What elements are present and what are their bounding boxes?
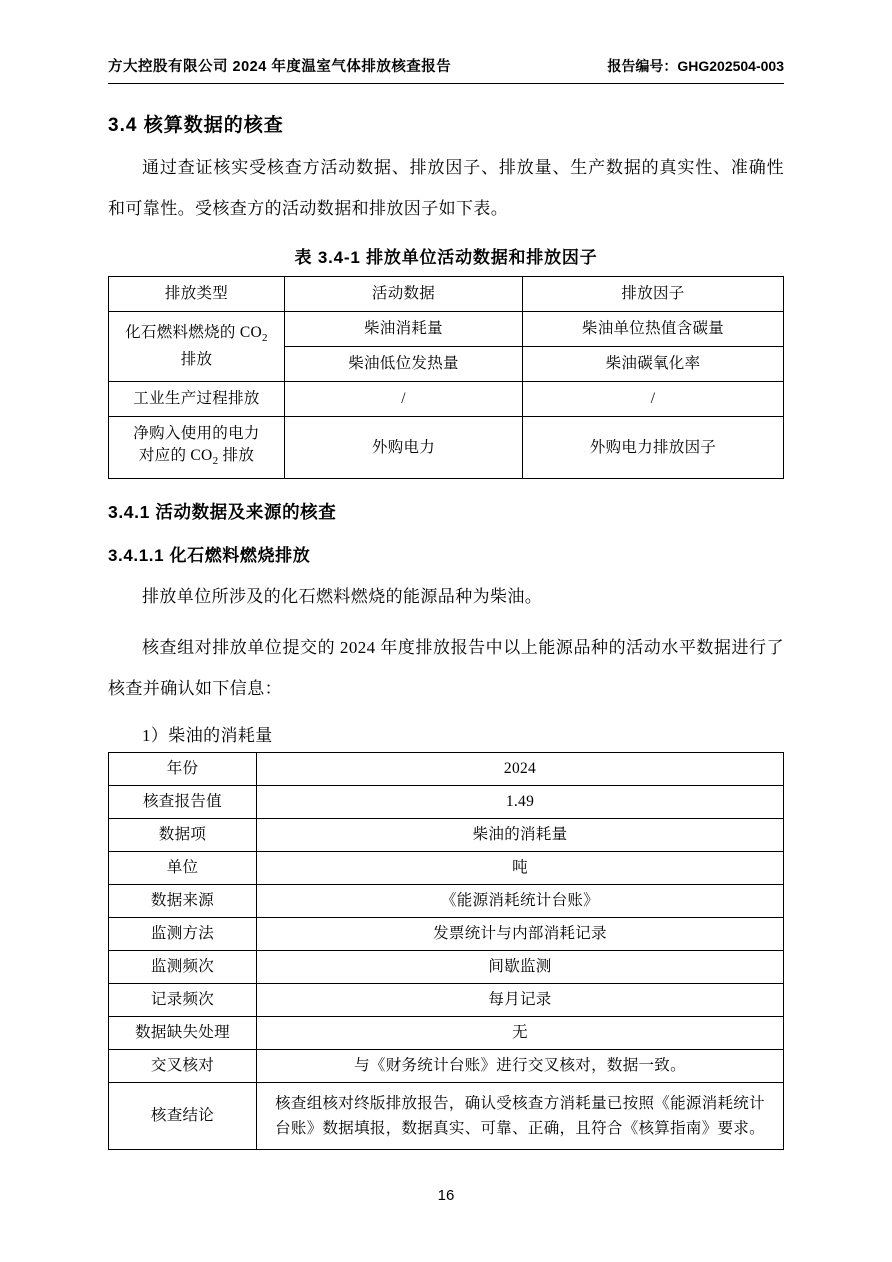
row-value: 发票统计与内部消耗记录 [257,918,784,951]
emission-type-subscript: 2 [262,332,268,345]
table-row [109,1050,784,1083]
row-label: 数据项 [109,819,257,852]
table-cell: 外购电力 [285,417,523,479]
row-label: 数据来源 [109,885,257,918]
header-report-number: 报告编号：GHG202504-003 [607,58,784,74]
table-row [109,753,784,786]
row-value: 吨 [257,852,784,885]
diesel-consumption-table [108,752,784,1150]
section-3-4-1-1-paragraph-1: 排放单位所涉及的化石燃料燃烧的能源品种为柴油。 [142,587,543,607]
table-row [109,918,784,951]
table-row [109,312,784,347]
header-title: 方大控股有限公司 2024 年度温室气体排放核查报告 [108,59,452,75]
section-3-4-1-1-paragraph-2: 核查组对排放单位提交的 2024 年度排放报告中以上能源品种的活动水平数据进行了核查并确认如下信息： [108,638,784,699]
table-row [109,984,784,1017]
row-value: 1.49 [257,786,784,819]
table-row [109,1083,784,1150]
emission-type-line2: 对应的 CO [138,447,213,464]
emission-type-subscript: 2 [212,455,219,468]
table-row [109,951,784,984]
table-cell: 柴油低位发热量 [285,347,523,382]
row-label: 交叉核对 [109,1050,257,1083]
table-header-cell: 活动数据 [285,277,523,312]
table-3-4-1-caption: 表 3.4-1 排放单位活动数据和排放因子 [294,248,598,267]
row-value: 与《财务统计台账》进行交叉核对，数据一致。 [257,1050,784,1083]
section-3-4-paragraph: 通过查证核实受核查方活动数据、排放因子、排放量、生产数据的真实性、准确性和可靠性。受核查方的活动数据和排放因子如下表。 [108,158,784,218]
table-row [109,885,784,918]
table-header-cell: 排放因子 [523,277,784,312]
row-value: 《能源消耗统计台账》 [257,885,784,918]
section-heading-3-4-1: 3.4.1 活动数据及来源的核查 [108,502,337,523]
row-label: 监测频次 [109,951,257,984]
table-header-cell: 排放类型 [109,277,285,312]
emission-type-fossil [109,312,285,382]
emission-type-line1: 净购入使用的电力 [133,425,260,442]
row-label: 年份 [109,753,257,786]
section-heading-3-4: 3.4 核算数据的核查 [108,115,284,136]
table-row [109,417,784,479]
table-cell: 柴油单位热值含碳量 [523,312,784,347]
section-heading-3-4-1-1: 3.4.1.1 化石燃料燃烧排放 [108,546,311,566]
row-value: 柴油的消耗量 [257,819,784,852]
table-row [109,277,784,312]
row-value-conclusion: 核查组核对终版排放报告，确认受核查方消耗量已按照《能源消耗统计台账》数据填报，数据真实、可靠、正确，且符合《核算指南》要求。 [257,1083,784,1150]
emission-type-line2-suffix: 排放 [218,447,255,464]
page-number: 16 [437,1187,455,1204]
table-cell: / [285,382,523,417]
row-label: 核查报告值 [109,786,257,819]
row-value: 间歇监测 [257,951,784,984]
row-value: 无 [257,1017,784,1050]
row-value: 每月记录 [257,984,784,1017]
table-cell: 柴油碳氧化率 [523,347,784,382]
emission-type-suffix: 排放 [180,351,213,369]
table-row [109,1017,784,1050]
table-3-4-1 [108,276,784,479]
table-cell: / [523,382,784,417]
emission-type-process: 工业生产过程排放 [109,382,285,417]
row-label: 监测方法 [109,918,257,951]
table-row [109,819,784,852]
list-item-diesel-consumption: 1）柴油的消耗量 [142,726,273,746]
emission-type-electricity [109,417,285,479]
table-cell: 外购电力排放因子 [523,417,784,479]
row-label: 核查结论 [109,1083,257,1150]
row-value: 2024 [257,753,784,786]
row-label: 数据缺失处理 [109,1017,257,1050]
table-cell: 柴油消耗量 [285,312,523,347]
page-header [108,55,784,84]
emission-type-text: 化石燃料燃烧的 CO [125,323,263,341]
table-row [109,852,784,885]
table-row [109,786,784,819]
row-label: 单位 [109,852,257,885]
row-label: 记录频次 [109,984,257,1017]
table-row [109,382,784,417]
